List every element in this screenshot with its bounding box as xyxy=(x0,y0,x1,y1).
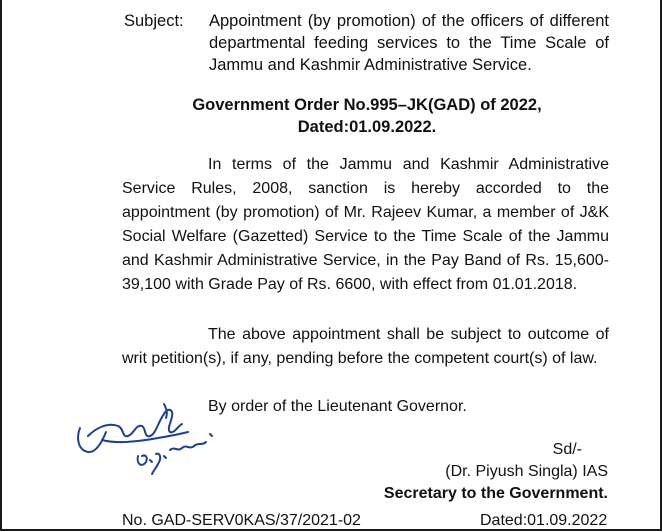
order-date: Dated:01.09.2022. xyxy=(297,118,437,136)
handwritten-signature xyxy=(66,398,226,478)
subject-text: Appointment (by promotion) of the officers of different departmental feeding services to the Time Scale of Jammu and Kashmir Administrative Service. xyxy=(209,12,609,74)
by-order-line: By order of the Lieutenant Governor. xyxy=(208,398,467,415)
order-paragraph-2: The above appointment shall be subject to outcome of writ petition(s), if any, pending before the competent court(s) of law. xyxy=(122,326,609,367)
order-title xyxy=(142,94,592,138)
reference-number: No. GAD-SERV0KAS/37/2021-02 xyxy=(122,512,361,529)
reference-date: Dated:01.09.2022 xyxy=(480,512,608,529)
signatory-designation: Secretary to the Government. xyxy=(383,485,608,502)
order-paragraph-1: In terms of the Jammu and Kashmir Administrative Service Rules, 2008, sanction is hereby accorded to the appointment (by promotion) of Mr. Rajeev Kumar, a member of J&K Social Welfare (Gazetted) Service to the Time Scale of the Jammu and Kashmir Administrative Service, in the Pay Band of Rs. 15,600-39,100 with Grade Pay of Rs. 6600, with effect from 01.01.2018. xyxy=(122,156,609,293)
signatory-block xyxy=(362,439,608,505)
subject-label: Subject: xyxy=(124,12,184,30)
signatory-name: (Dr. Piyush Singla) IAS xyxy=(445,463,608,480)
signed-mark: Sd/- xyxy=(552,441,582,458)
order-number: Government Order No.995–JK(GAD) of 2022, xyxy=(192,96,542,114)
